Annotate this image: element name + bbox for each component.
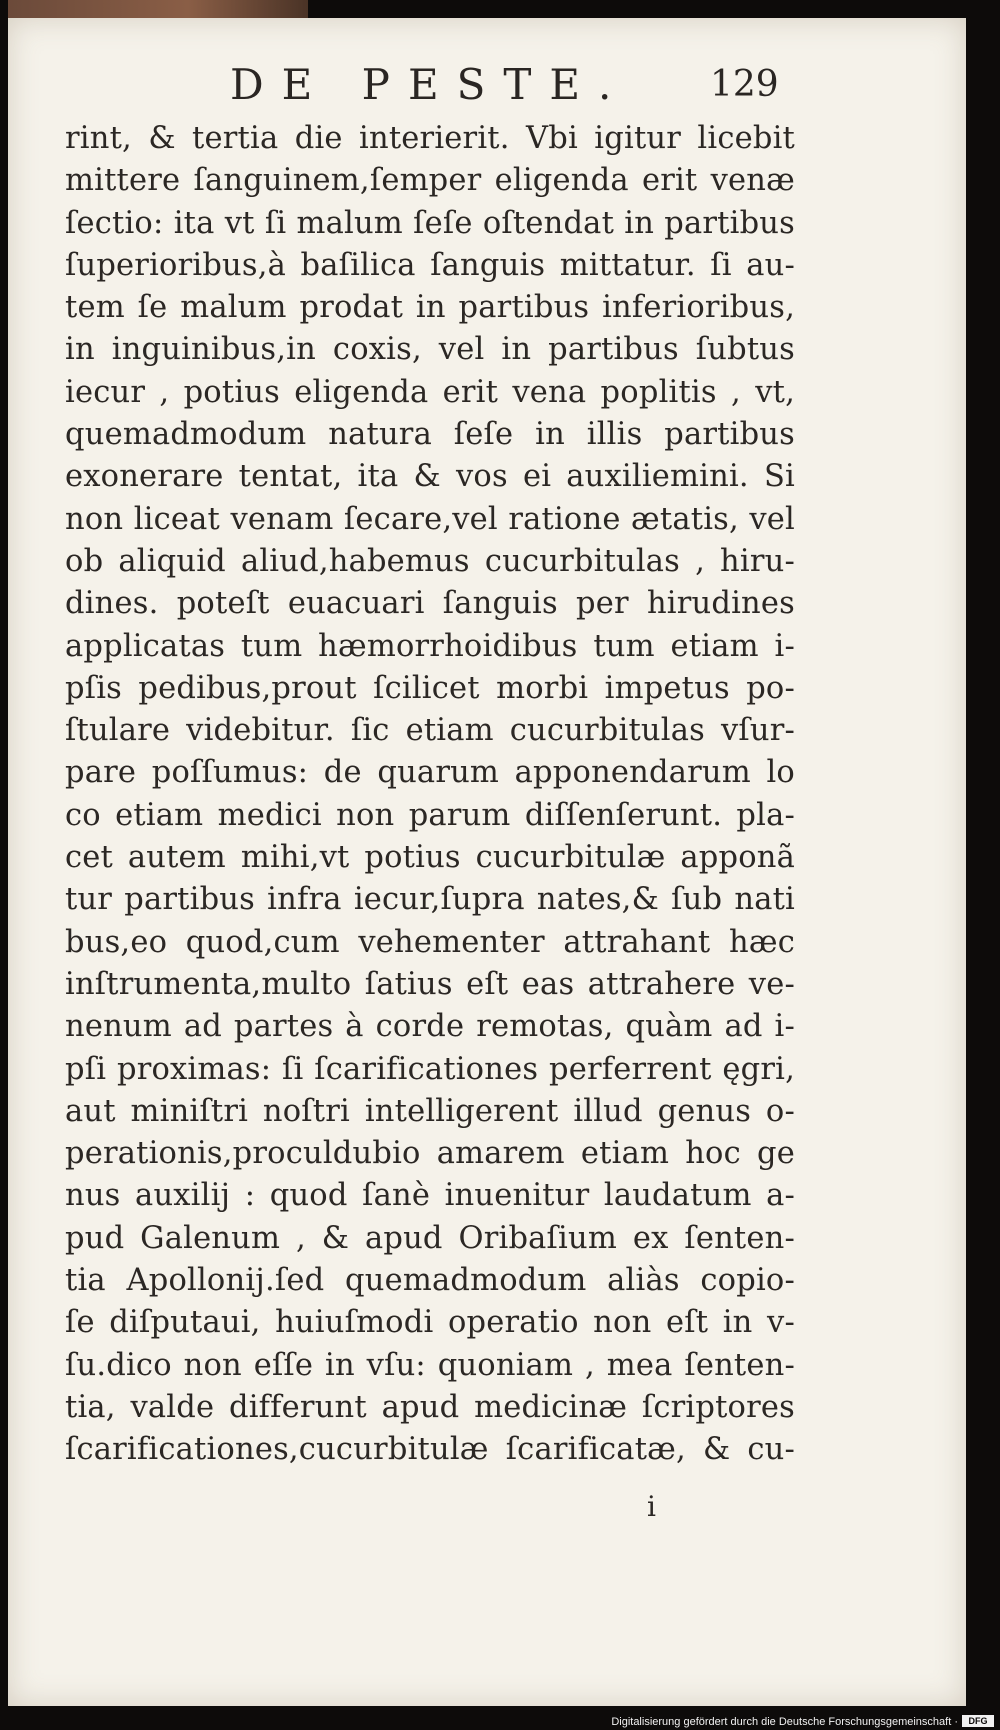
text-line: pſi proximas: ſi ſcarificationes perferrent ęgri, <box>65 1051 795 1087</box>
binding-edge <box>8 0 308 20</box>
text-line: ſcarificationes,cucurbitulæ ſcarificatæ, & cu- <box>65 1432 795 1468</box>
text-line: non liceat venam ſecare,vel ratione ætatis, vel <box>65 501 795 537</box>
text-line: nus auxilij : quod ſanè inuenitur laudatum a- <box>65 1178 795 1214</box>
text-line: iecur , potius eligenda erit vena poplitis , vt, <box>65 374 795 410</box>
text-line: cet autem mihi,vt potius cucurbitulæ apponã <box>65 840 795 876</box>
text-line: quemadmodum natura ſeſe in illis partibus <box>65 417 795 453</box>
text-line: ſu.dico non eſſe in vſu: quoniam , mea ſenten- <box>65 1347 795 1383</box>
text-line: pare poſſumus: de quarum apponendarum lo <box>65 755 795 791</box>
text-line: ob aliquid aliud,habemus cucurbitulas , hiru- <box>65 543 795 579</box>
text-line: ſtulare videbitur. ſic etiam cucurbitulas vſur- <box>65 713 795 749</box>
digitization-credit: Digitalisierung gefördert durch die Deutsche Forschungsgemeinschaft · <box>611 1716 958 1728</box>
text-line: bus,eo quod,cum vehementer attrahant hæc <box>65 924 795 960</box>
text-line: rint, & tertia die interierit. Vbi igitur licebit <box>65 121 795 156</box>
running-head: DE PESTE. <box>230 60 630 109</box>
text-line: ſuperioribus,à baſilica ſanguis mittatur. ſi au- <box>65 247 795 283</box>
text-line: ſectio: ita vt ſi malum ſeſe oſtendat in partibus <box>65 205 795 241</box>
text-line: exonerare tentat, ita & vos ei auxiliemini. Si <box>65 459 795 495</box>
text-line: dines. poteſt euacuari ſanguis per hirudines <box>65 586 795 622</box>
text-line: ſe diſputaui, huiuſmodi operatio non eſt in v- <box>65 1305 795 1341</box>
text-line: tur partibus infra iecur,ſupra nates,& ſub nati <box>65 882 795 918</box>
text-line: tia, valde differunt apud medicinæ ſcriptores <box>65 1389 795 1425</box>
text-line: co etiam medici non parum diſſenſerunt. pla- <box>65 797 795 833</box>
text-line: inſtrumenta,multo ſatius eſt eas attrahere ve- <box>65 966 795 1002</box>
text-line: pud Galenum , & apud Oribaſium ex ſenten- <box>65 1220 795 1256</box>
signature-mark: i <box>647 1490 656 1523</box>
dfg-logo-icon: DFG <box>962 1715 994 1727</box>
text-line: mittere ſanguinem,ſemper eligenda erit venæ <box>65 163 795 199</box>
page-number: 129 <box>710 64 779 105</box>
text-line: pſis pedibus,prout ſcilicet morbi impetus po- <box>65 670 795 706</box>
body-text <box>65 118 795 1472</box>
text-line: tia Apollonij.ſed quemadmodum aliàs copio- <box>65 1263 795 1299</box>
text-line: tem ſe malum prodat in partibus inferioribus, <box>65 290 795 326</box>
text-line: in inguinibus,in coxis, vel in partibus ſubtus <box>65 332 795 368</box>
text-line: nenum ad partes à corde remotas, quàm ad i- <box>65 1009 795 1045</box>
text-line: aut miniſtri noſtri intelligerent illud genus o- <box>65 1093 795 1129</box>
text-line: perationis,proculdubio amarem etiam hoc ge <box>65 1136 795 1172</box>
text-line: applicatas tum hæmorrhoidibus tum etiam i- <box>65 628 795 664</box>
